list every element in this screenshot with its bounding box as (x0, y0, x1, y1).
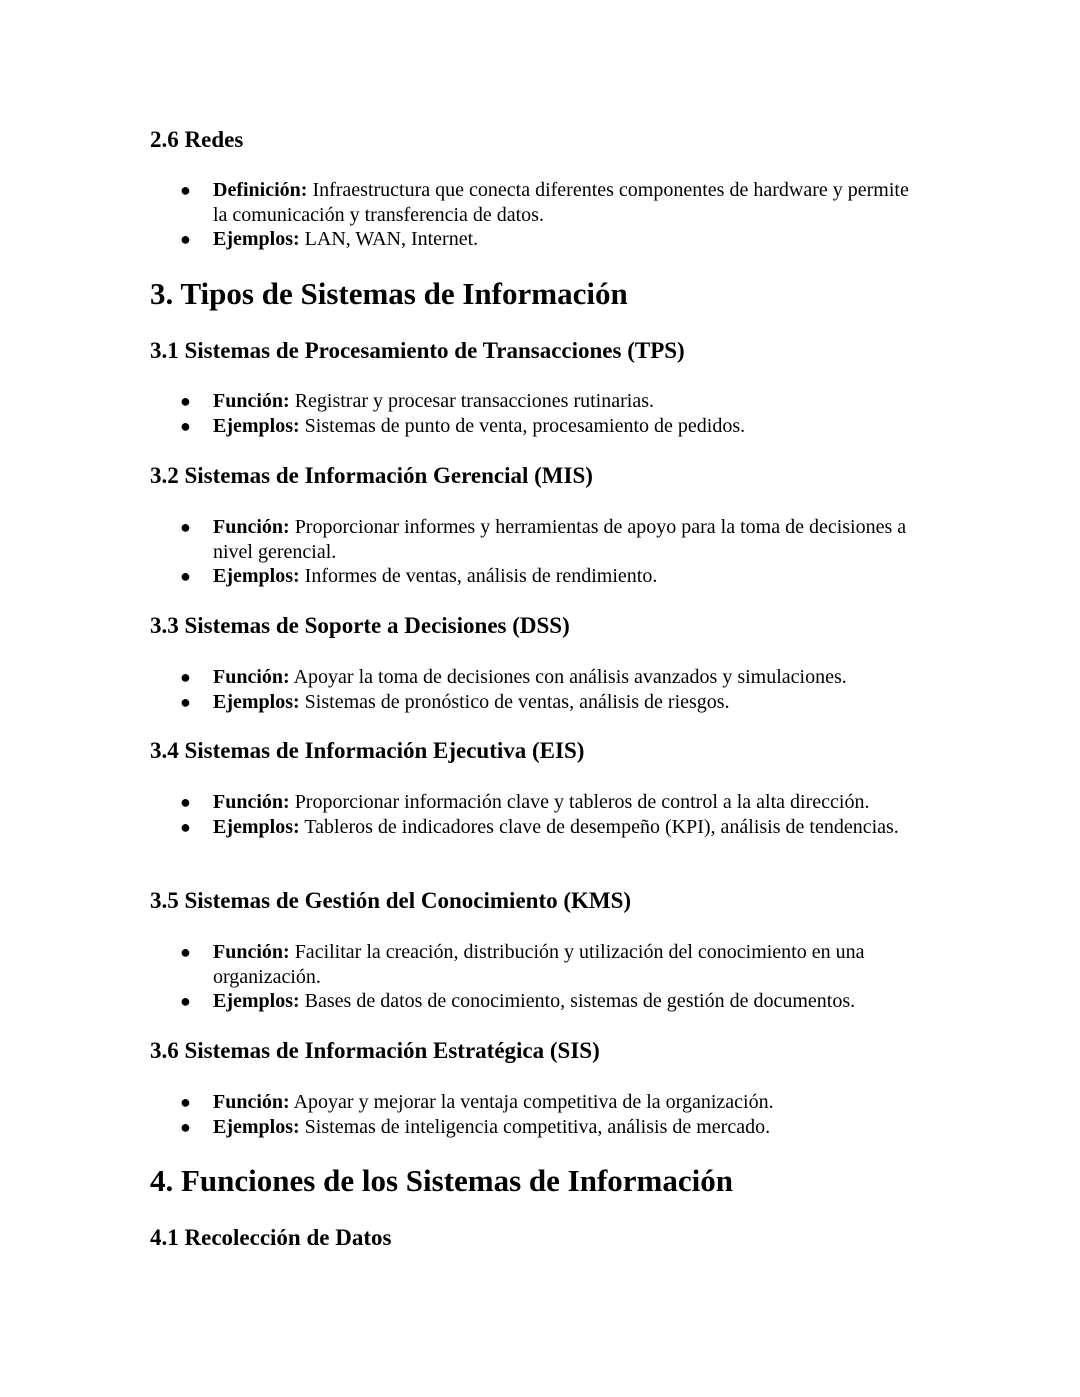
bullet-list-3-5 (0, 940, 1080, 1014)
bullet-list-3-3 (0, 665, 1080, 714)
item-term: Función: (213, 516, 290, 538)
bullet-icon: ● (180, 792, 191, 812)
chapter-heading-4: 4. Funciones de los Sistemas de Información (150, 1163, 733, 1198)
bullet-icon: ● (180, 566, 191, 586)
bullet-list-3-4 (0, 790, 1080, 839)
section-heading-2-6: 2.6 Redes (150, 127, 244, 152)
list-item (0, 940, 1080, 989)
item-text: Sistemas de pronóstico de ventas, análisis de riesgos. (304, 690, 730, 713)
bullet-icon: ● (180, 180, 191, 200)
bullet-icon: ● (180, 942, 191, 962)
bullet-icon: ● (180, 816, 191, 837)
item-text: Informes de ventas, análisis de rendimiento. (304, 565, 658, 587)
bullet-icon: ● (180, 691, 191, 712)
list-item (0, 690, 1080, 715)
item-text: Registrar y procesar transacciones rutinarias. (294, 390, 654, 412)
list-item (0, 414, 1080, 439)
list-item (0, 790, 1080, 815)
item-term: Definición: (213, 179, 308, 201)
item-text: Infraestructura que conecta diferentes componentes de hardware y permite la comunicación y transferencia de datos. (213, 179, 909, 226)
item-term: Función: (213, 791, 290, 813)
item-text: Apoyar la toma de decisiones con análisis avanzados y simulaciones. (293, 666, 847, 688)
item-term: Función: (213, 1091, 290, 1113)
bullet-list-3-2 (0, 515, 1080, 589)
list-item (0, 665, 1080, 690)
bullet-icon: ● (180, 391, 191, 411)
item-text: Apoyar y mejorar la ventaja competitiva de la organización. (293, 1091, 774, 1113)
item-term: Ejemplos: (213, 815, 300, 838)
bullet-list-2-6 (0, 178, 1080, 252)
item-term: Ejemplos: (213, 414, 300, 437)
item-text: Facilitar la creación, distribución y utilización del conocimiento en una organización. (213, 941, 865, 988)
section-heading-3-6: 3.6 Sistemas de Información Estratégica (SIS) (150, 1038, 600, 1063)
item-term: Función: (213, 390, 290, 412)
item-term: Ejemplos: (213, 990, 300, 1012)
section-heading-3-4: 3.4 Sistemas de Información Ejecutiva (EIS) (150, 738, 585, 763)
list-item (0, 989, 1080, 1014)
list-item (0, 1115, 1080, 1140)
bullet-icon: ● (180, 415, 191, 436)
item-text: Sistemas de punto de venta, procesamiento de pedidos. (304, 414, 746, 437)
bullet-icon: ● (180, 667, 191, 687)
list-item (0, 389, 1080, 414)
item-term: Ejemplos: (213, 565, 300, 587)
list-item (0, 515, 1080, 564)
item-text: Proporcionar informes y herramientas de apoyo para la toma de decisiones a nivel gerencial. (213, 516, 907, 563)
list-item (0, 178, 1080, 227)
bullet-list-3-1 (0, 389, 1080, 438)
chapter-heading-3: 3. Tipos de Sistemas de Información (150, 276, 628, 311)
section-heading-3-5: 3.5 Sistemas de Gestión del Conocimiento (KMS) (150, 888, 632, 913)
item-term: Ejemplos: (213, 1115, 300, 1138)
item-text: Tableros de indicadores clave de desempeño (KPI), análisis de tendencias. (304, 815, 899, 838)
section-heading-3-1: 3.1 Sistemas de Procesamiento de Transacciones (TPS) (150, 338, 685, 363)
item-term: Ejemplos: (213, 228, 300, 250)
item-text: Bases de datos de conocimiento, sistemas de gestión de documentos. (304, 990, 856, 1012)
bullet-icon: ● (180, 517, 191, 537)
item-text: Proporcionar información clave y tableros de control a la alta dirección. (294, 791, 870, 813)
item-term: Ejemplos: (213, 690, 300, 713)
section-heading-3-2: 3.2 Sistemas de Información Gerencial (MIS) (150, 463, 593, 488)
bullet-icon: ● (180, 1116, 191, 1137)
item-text: Sistemas de inteligencia competitiva, análisis de mercado. (304, 1115, 771, 1138)
bullet-icon: ● (180, 229, 191, 249)
bullet-list-3-6 (0, 1090, 1080, 1139)
bullet-icon: ● (180, 1092, 191, 1112)
list-item (0, 564, 1080, 589)
bullet-icon: ● (180, 991, 191, 1011)
section-heading-3-3: 3.3 Sistemas de Soporte a Decisiones (DSS) (150, 613, 570, 638)
item-term: Función: (213, 941, 290, 963)
list-item (0, 227, 1080, 252)
list-item (0, 1090, 1080, 1115)
item-term: Función: (213, 666, 290, 688)
section-heading-4-1: 4.1 Recolección de Datos (150, 1225, 392, 1250)
list-item (0, 815, 1080, 840)
item-text: LAN, WAN, Internet. (304, 228, 479, 250)
